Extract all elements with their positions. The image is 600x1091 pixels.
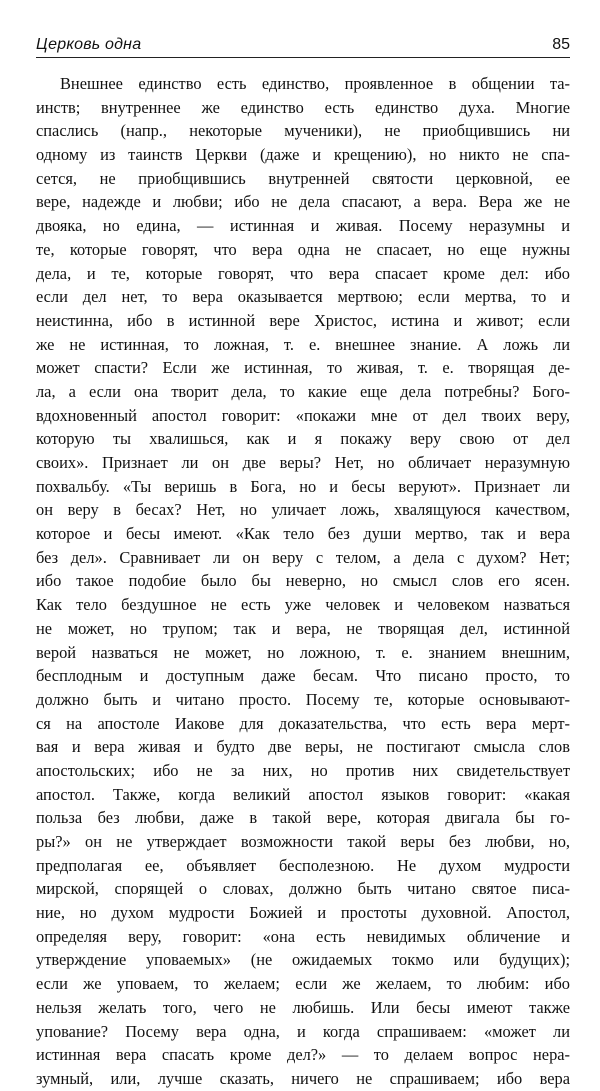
text-line: истинная вера спасать кроме дел?» — то делаем вопрос нера- xyxy=(36,1045,570,1065)
text-line: вере, надежде и любви; ибо не дела спасают, а вера. Вера же не xyxy=(36,192,570,212)
text-line: сется, не приобщившись внутренней святости церковной, ее xyxy=(36,168,570,188)
text-line: нельзя желать того, чего не любишь. Или бесы имеют также xyxy=(36,997,570,1017)
text-line: если дел нет, то вера оказывается мертвою; если мертва, то и xyxy=(36,287,570,307)
text-line: неистинна, ибо в истинной вере Христос, истина и живот; если xyxy=(36,310,570,330)
text-line: может спасти? Если же истинная, то живая, т. е. творящая де- xyxy=(36,358,570,378)
text-line: ние, но духом мудрости Божией и простоты духовной. Апостол, xyxy=(36,903,570,923)
text-line: он веру в бесах? Нет, но уличает ложь, хвалящуюся качеством, xyxy=(36,500,570,520)
header-rule xyxy=(36,57,570,58)
text-line: Внешнее единство есть единство, проявленное в общении та- xyxy=(60,74,570,93)
text-line: если же уповаем, то желаем; если же желаем, то любим: ибо xyxy=(36,974,570,994)
text-line: должно быть и читано просто. Посему те, которые основывают- xyxy=(36,689,570,709)
text-line: утверждение уповаемых» (не ожидаемых токмо или будущих); xyxy=(36,950,570,970)
running-title: Церковь одна xyxy=(36,36,142,53)
text-line: которую ты хвалишься, как и я покажу веру свою от дел xyxy=(36,429,570,449)
text-line: не может, но трупом; так и вера, не творящая дел, истинной xyxy=(36,618,570,638)
text-line: предполагая ее, объявляет бесполезною. Не духом мудрости xyxy=(36,855,570,875)
text-line: польза без любви, даже в такой вере, которая двигала бы го- xyxy=(36,808,570,828)
page-header xyxy=(36,34,570,58)
text-line: Как тело бездушное не есть уже человек и человеком назваться xyxy=(36,595,570,615)
text-line: ся на апостоле Иакове для доказательства, что есть вера мерт- xyxy=(36,713,570,733)
text-line: дела, и те, которые говорят, что вера спасает кроме дел: ибо xyxy=(36,263,570,283)
text-line: ибо такое подобие было бы неверно, но смысл слов его ясен. xyxy=(36,571,570,591)
text-line: вдохновенный апостол говорит: «покажи мне от дел твоих веру, xyxy=(36,405,570,425)
text-line: мирской, спорящей о словах, должно быть читано святое писа- xyxy=(36,879,570,899)
text-line: апостол. Также, когда великий апостол языков говорит: «какая xyxy=(36,784,570,804)
text-line: своих». Признает ли он две веры? Нет, но обличает неразумную xyxy=(36,453,570,472)
text-line: же не истинная, то ложная, т. е. внешнее знание. А ложь ли xyxy=(36,334,570,354)
text-line: спаслись (напр., некоторые мученики), не приобщившись ни xyxy=(36,121,570,141)
text-line: ры?» он не утверждает возможности такой веры без любви, но, xyxy=(36,832,570,851)
text-line: одному из таинств Церкви (даже и крещению), но никто не спа- xyxy=(36,145,570,165)
text-line: инств; внутреннее же единство есть единство духа. Многие xyxy=(36,97,570,117)
text-line: ла, а если она творит дела, то какие еще дела потребны? Бого- xyxy=(36,381,570,401)
text-line: двояка, но едина, — истинная и живая. Посему неразумны и xyxy=(36,216,570,236)
text-line: похвальбу. «Ты веришь в Бога, но и бесы веруют». Признает ли xyxy=(36,476,570,496)
text-line: бесплодным и доступным даже бесам. Что писано просто, то xyxy=(36,666,570,686)
text-line: которое и бесы имеют. «Как тело без души мертво, так и вера xyxy=(36,524,570,544)
text-line: верой назваться не может, но ложною, т. е. знанием внешним, xyxy=(36,642,570,662)
body-text xyxy=(36,72,570,1091)
text-line: упование? Посему вера одна, и когда спрашиваем: «может ли xyxy=(36,1021,570,1041)
text-line: апостольских; ибо не за них, но против них свидетельствует xyxy=(36,760,570,780)
page-number: 85 xyxy=(552,36,570,53)
text-line: без дел». Сравнивает ли он веру с телом, а дела с духом? Нет; xyxy=(36,547,570,567)
text-line: вая и вера живая и будто две веры, не постигают смысла слов xyxy=(36,737,570,757)
text-line: те, которые говорят, что вера одна не спасает, но еще нужны xyxy=(36,239,570,259)
text-line: определяя веру, говорит: «она есть невидимых обличение и xyxy=(36,926,570,946)
text-line: зумный, или, лучше сказать, ничего не спрашиваем; ибо вера xyxy=(36,1068,570,1088)
